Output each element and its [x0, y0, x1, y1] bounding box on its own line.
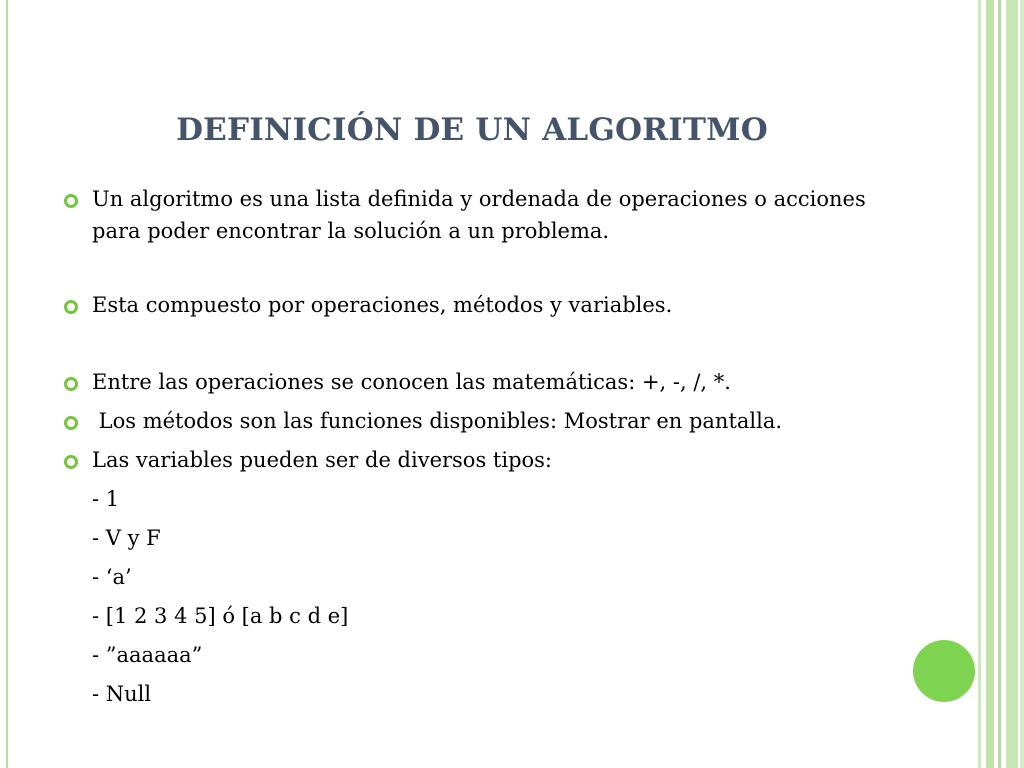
right-border-stripes: [976, 0, 1024, 768]
bullet-circle-icon: [64, 377, 78, 391]
variable-type-item: - V y F: [92, 526, 161, 550]
bullet-circle-icon: [64, 455, 78, 469]
bullet-item: [64, 444, 904, 476]
bullet-item: [64, 405, 904, 437]
bullet-text: Las variables pueden ser de diversos tipos:: [92, 448, 553, 472]
border-stripe: [986, 0, 994, 768]
variable-type-item: - 1: [92, 487, 120, 511]
variable-type-item: - Null: [92, 682, 152, 706]
bullet-item: [64, 289, 904, 321]
bullet-text: Un algoritmo es una lista definida y ordenada de operaciones o acciones para poder encontrar la solución a un problema.: [92, 187, 866, 243]
bullet-text: Los métodos son las funciones disponibles: Mostrar en pantalla.: [92, 409, 783, 433]
variable-type-item: - [1 2 3 4 5] ó [a b c d e]: [92, 604, 349, 628]
border-stripe: [998, 0, 1001, 768]
border-stripe: [1020, 0, 1024, 768]
border-stripe: [1006, 0, 1018, 768]
variable-type-item: - ‘a’: [92, 565, 132, 589]
bullet-item: [64, 366, 904, 398]
slide-title: DEFINICIÓN DE UN ALGORITMO: [176, 112, 768, 148]
bullet-item: [64, 183, 904, 247]
variable-type-item: - ”aaaaaa”: [92, 643, 203, 667]
bullet-circle-icon: [64, 416, 78, 430]
bullet-text: Entre las operaciones se conocen las matemáticas: +, -, /, *.: [92, 370, 731, 394]
bullet-circle-icon: [64, 194, 78, 208]
border-stripe: [978, 0, 981, 768]
decorative-green-circle: [913, 640, 975, 702]
bullet-circle-icon: [64, 300, 78, 314]
bullet-text: Esta compuesto por operaciones, métodos y variables.: [92, 293, 673, 317]
slide-content: [64, 183, 904, 710]
